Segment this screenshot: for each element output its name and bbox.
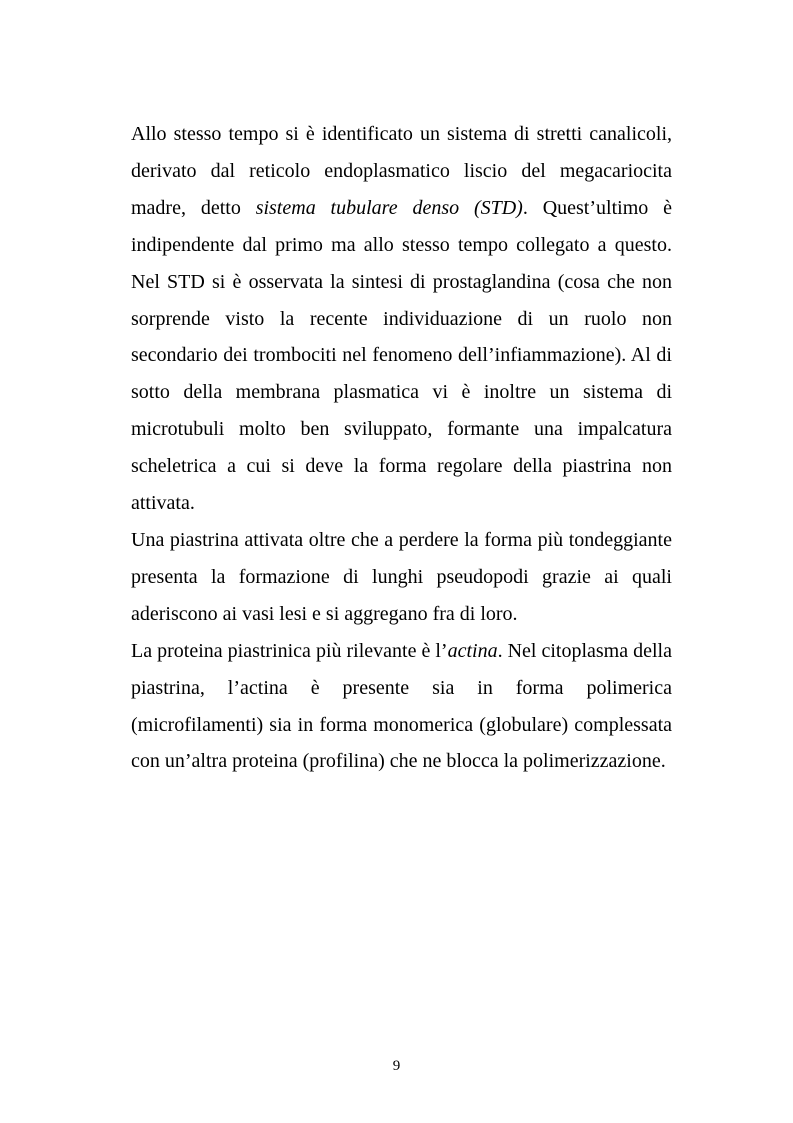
paragraph-platelet-canal-system: [131, 116, 672, 522]
body-text: [131, 116, 672, 780]
paragraph-3-text-end: . Nel citoplasma della piastrina, l’actina è presente sia in forma polimerica (microfilamenti) sia in forma monomerica (globulare) complessata con un’altra proteina (profilina) che ne blocca la polimerizzazione.: [131, 639, 672, 773]
paragraph-activated-platelet: [131, 522, 672, 633]
paragraph-actin-protein: [131, 633, 672, 781]
paragraph-1-text-end: . Quest’ultimo è indipendente dal primo ma allo stesso tempo collegato a questo. Nel STD si è osservata la sintesi di prostaglandina (cosa che non sorprende visto la recente individuazione di un ruolo non secondario dei trombociti nel fenomeno dell’infiammazione). Al di sotto della membrana plasmatica vi è inoltre un sistema di microtubuli molto ben sviluppato, formante una impalcatura scheletrica a cui si deve la forma regolare della piastrina non attivata.: [131, 196, 672, 515]
page-number: 9: [392, 1058, 401, 1074]
paragraph-2-text: Una piastrina attivata oltre che a perdere la forma più tondeggiante presenta la formazione di lunghi pseudopodi grazie ai quali aderiscono ai vasi lesi e si aggregano fra di loro.: [131, 528, 672, 625]
paragraph-3-text-start: La proteina piastrinica più rilevante è l’: [131, 639, 448, 662]
term-actina: actina: [447, 639, 498, 662]
term-sistema-tubulare-denso: sistema tubulare denso (STD): [255, 196, 523, 219]
paragraph-1-text-start: Allo stesso tempo si è identificato un sistema di stretti canalicoli, derivato dal reticolo endoplasmatico liscio del megacariocita madre, detto: [131, 123, 672, 219]
